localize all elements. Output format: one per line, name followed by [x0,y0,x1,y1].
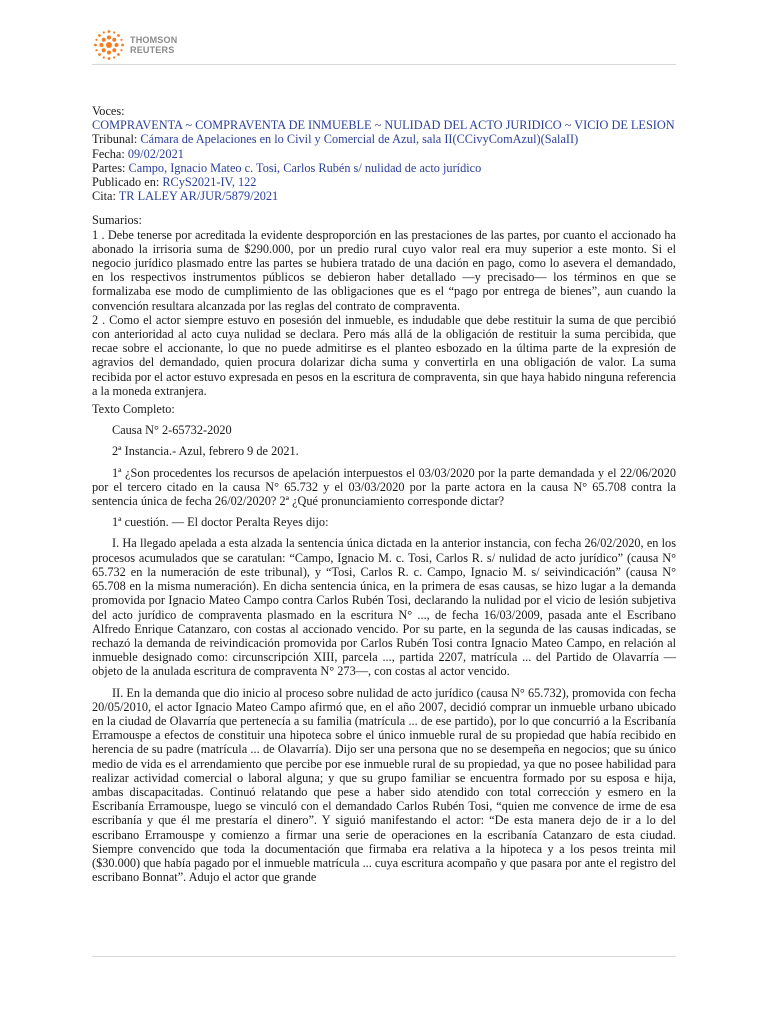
fecha-link[interactable]: 09/02/2021 [127,146,184,161]
partes-link[interactable]: Campo, Ignacio Mateo c. Tosi, Carlos Rubén s/ nulidad de acto jurídico [128,160,482,175]
tribunal-label: Tribunal: [92,132,138,147]
tribunal-link[interactable]: Cámara de Apelaciones en lo Civil y Comercial de Azul, sala II(CCivyComAzul)(SalaII) [140,132,579,147]
document-body [92,104,676,884]
primera-cuestion-line: 1ª cuestión. — El doctor Peralta Reyes dijo: [112,515,329,530]
partes-label: Partes: [92,160,126,175]
cuestiones-paragraph: 1ª ¿Son procedentes los recursos de apelación interpuestos el 03/03/2020 por la parte demandada y el 22/06/2020 por el tercero citado en la causa N° 65.732 y el 03/03/2020 por la parte actora en la causa N° 65.708 contra la sentencia única de fecha 26/02/2020? 2ª ¿Qué pronunciamiento corresponde dictar? [92,465,676,509]
brand-line-1: THOMSON [130,35,178,45]
partes-row [92,161,676,175]
publicado-row [92,175,676,189]
paragraph-I: I. Ha llegado apelada a esta alzada la sentencia única dictada en la anterior instancia, con fecha 26/02/2020, en los procesos acumulados que se caratulan: “Campo, Ignacio M. c. Tosi, Carlos R. s/ nulidad de acto jurídico” (causa N° 65.732 en la numeración de este tribunal), y “Tosi, Carlos R. c. Campo, Ignacio M. s/ seivindicación” (causa N° 65.708 en la misma numeración). En dicha sentencia única, en la primera de esas causas, se hizo lugar a la demanda promovida por Ignacio Mateo Campo contra Carlos Rubén Tosi, declarando la nulidad por el vicio de lesión subjetiva del acto jurídico de compraventa plasmado en la escritura N° ..., de fecha 16/03/2009, pasada ante el Escribano Alfredo Enrique Catanzaro, con costas al accionado vencido. Por su parte, en la segunda de las causas indicadas, se rechazó la demanda de reivindicación promovida por Carlos Rubén Tosi contra Ignacio Mateo Campo, en relación al inmueble designado como: circunscripción XIII, parcela ..., partida 2207, matrícula ... del Partido de Olavarría —objeto de la anulada escritura de compraventa N° 273—, con costas al actor vencido. [92,536,676,679]
cita-row [92,189,676,203]
voces-link[interactable]: COMPRAVENTA ~ COMPRAVENTA DE INMUEBLE ~ NULIDAD DEL ACTO JURIDICO ~ VICIO DE LESION [92,118,675,133]
texto-completo-label: Texto Completo: [92,402,175,417]
brand-wordmark [130,35,177,55]
footer-divider [92,956,676,957]
header-divider [92,64,676,65]
tribunal-row [92,132,676,146]
publicado-link[interactable]: RCyS2021-IV, 122 [162,175,257,190]
cita-link[interactable]: TR LALEY AR/JUR/5879/2021 [118,189,279,204]
sumarios-label: Sumarios: [92,213,142,228]
page-header [0,0,768,66]
fecha-label: Fecha: [92,146,125,161]
sumario-item-2: 2 . Como el actor siempre estuvo en posesión del inmueble, es indudable que debe restituir la suma de que percibió con anterioridad al acto cuya nulidad se declara. Pero más allá de la obligación de restituir la suma percibida, que recae sobre el accionante, lo que no puede admitirse es el planteo esbozado en la última parte de la expresión de agravios del demandado, quien procura dolarizar dicha suma y convertirla en una obligación de valor. La suma recibida por el actor estuvo expresada en pesos en la escritura de compraventa, sin que haya habido ninguna referencia a la moneda extranjera. [92,312,676,398]
brand-logo [92,28,177,62]
instancia-line: 2ª Instancia.- Azul, febrero 9 de 2021. [112,444,299,459]
paragraph-II: II. En la demanda que dio inicio al proceso sobre nulidad de acto jurídico (causa N° 65.732), promovida con fecha 20/05/2010, el actor Ignacio Mateo Campo afirmó que, en el año 2007, decidió comprar un inmueble urbano ubicado en la ciudad de Olavarría que pertenecía a su familia (matrícula ... de ese partido), por lo que concurrió a la Escribanía Erramouspe a efectos de constituir una hipoteca sobre el único inmueble rural de su propiedad que había recibido en herencia de su padre (matrícula ... de Olavarría). Dijo ser una persona que no se desempeña en negocios; que su único medio de vida es el arrendamiento que percibe por ese inmueble rural de su propiedad, ya que no posee habilidad para realizar actividad comercial o laboral alguna; y que su grupo familiar se encuentra formado por su esposa e hija, ambas discapacitadas. Continuó relatando que pese a haber sido atendido con total corrección y esmero en la Escribanía Erramouspe, luego se vinculó con el demandado Carlos Rubén Tosi, “quien me convence de irme de esa escribanía y que él me prestaría el dinero”. Y siguió manifestando el actor: “De esta manera dejo de ir a lo del escribano Erramouspe y comienzo a firmar una serie de operaciones en la escribanía Catanzaro de esta ciudad. Siempre convencido que toda la documentación que firmaba era relativa a la hipoteca y a los pesos treinta mil ($30.000) que había pagado por el inmueble matrícula ... cuya escritura acompaño y que pasara por ante el registro del escribano Bonnat”. Adujo el actor que grande [92,685,676,885]
fecha-row [92,147,676,161]
voces-label: Voces: [92,104,125,118]
causa-line: Causa N° 2-65732-2020 [112,423,232,438]
brand-line-2: REUTERS [130,45,175,55]
thomson-reuters-logo-icon [92,28,126,62]
sumario-item-1: 1 . Debe tenerse por acreditada la evidente desproporción en las prestaciones de las partes, por cuanto el accionado ha abonado la irrisoria suma de $290.000, por un predio rural cuyo valor real era muy superior a este monto. Si el negocio jurídico plasmado entre las partes se hubiera tratado de una dación en pago, como lo asevera el demandado, en los respectivos instrumentos públicos se debieron haber detallado —y precisado— los términos en que se formalizaba ese modo de cumplimiento de las obligaciones que es el “pago por entrega de bienes”, aun cuando la convención resultara alcanzada por las reglas del contrato de compraventa. [92,227,676,313]
cita-label: Cita: [92,189,116,204]
publicado-label: Publicado en: [92,175,160,190]
